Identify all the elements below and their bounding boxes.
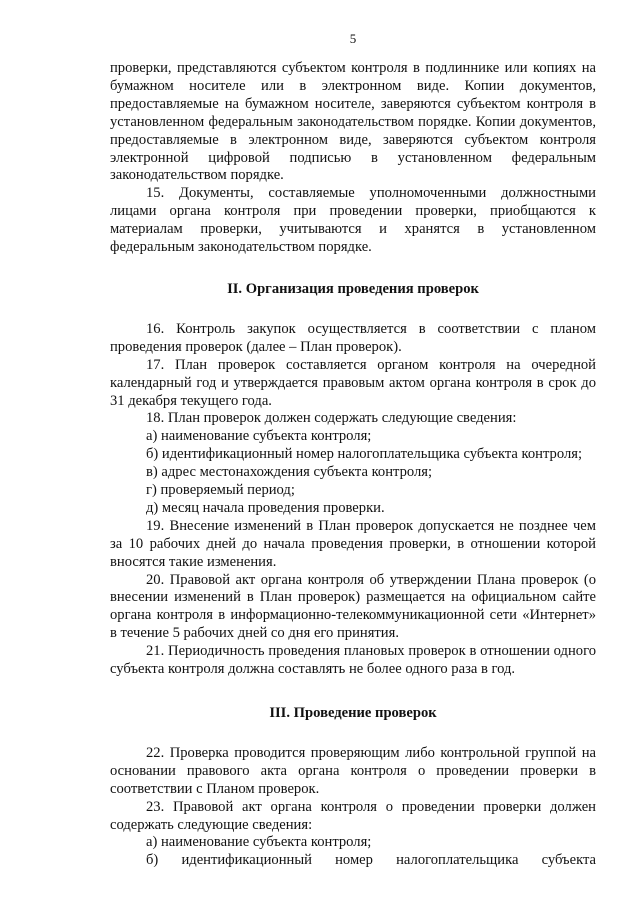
list-item-23b: б) идентификационный номер налогоплательщика субъекта (146, 852, 596, 869)
section-3-heading: III. Проведение проверок (269, 705, 437, 721)
paragraph-15: 15. Документы, составляемые уполномоченными должностными лицами органа контроля при проведении проверки, приобщаются к материалам проверки, учитываются и хранятся в установленном федеральным законодательством порядке. (110, 185, 596, 256)
paragraph-19: 19. Внесение изменений в План проверок допускается не позднее чем за 10 рабочих дней до начала проведения проверки, в отношении которой вносятся такие изменения. (110, 517, 596, 570)
list-item-18g: г) проверяемый период; (146, 482, 295, 499)
paragraph-16: 16. Контроль закупок осуществляется в соответствии с планом проведения проверок (далее – План проверок). (110, 320, 596, 355)
paragraph-23: 23. Правовой акт органа контроля о проведении проверки должен содержать следующие сведения: (110, 798, 596, 833)
list-item-18b: б) идентификационный номер налогоплательщика субъекта контроля; (146, 446, 583, 463)
page-number: 5 (349, 31, 357, 46)
paragraph-21: 21. Периодичность проведения плановых проверок в отношении одного субъекта контроля должна составлять не более одного раза в год. (110, 643, 596, 678)
paragraph-17: 17. План проверок составляется органом контроля на очередной календарный год и утверждается правовым актом органа контроля в срок до 31 декабря текущего года. (110, 356, 596, 409)
list-item-23a: а) наименование субъекта контроля; (146, 834, 372, 851)
paragraph-20: 20. Правовой акт органа контроля об утверждении Плана проверок (о внесении изменений в План проверок) размещается на официальном сайте органа контроля в информационно-телекоммуникационной сети «Интернет» в течение 5 рабочих дней со дня его принятия. (110, 571, 596, 642)
paragraph-18: 18. План проверок должен содержать следующие сведения: (146, 410, 517, 427)
list-item-18v: в) адрес местонахождения субъекта контроля; (146, 464, 433, 481)
paragraph-continuation: проверки, представляются субъектом контроля в подлиннике или копиях на бумажном носителе или в электронном виде. Копии документов, предоставляемые на бумажном носителе, заверяются субъектом контроля в установленном федеральным законодательством порядке. Копии документов, предоставляемые в электронном виде, заверяются субъектом контроля электронной цифровой подписью в установленном федеральным законодательством порядке. (110, 60, 596, 184)
section-2-heading: II. Организация проведения проверок (227, 280, 479, 297)
list-item-18d: д) месяц начала проведения проверки. (146, 499, 385, 516)
list-item-18a: а) наименование субъекта контроля; (146, 428, 372, 445)
paragraph-22: 22. Проверка проводится проверяющим либо контрольной группой на основании правового акта органа контроля о проведении проверки в соответствии с Планом проверок. (110, 744, 596, 797)
